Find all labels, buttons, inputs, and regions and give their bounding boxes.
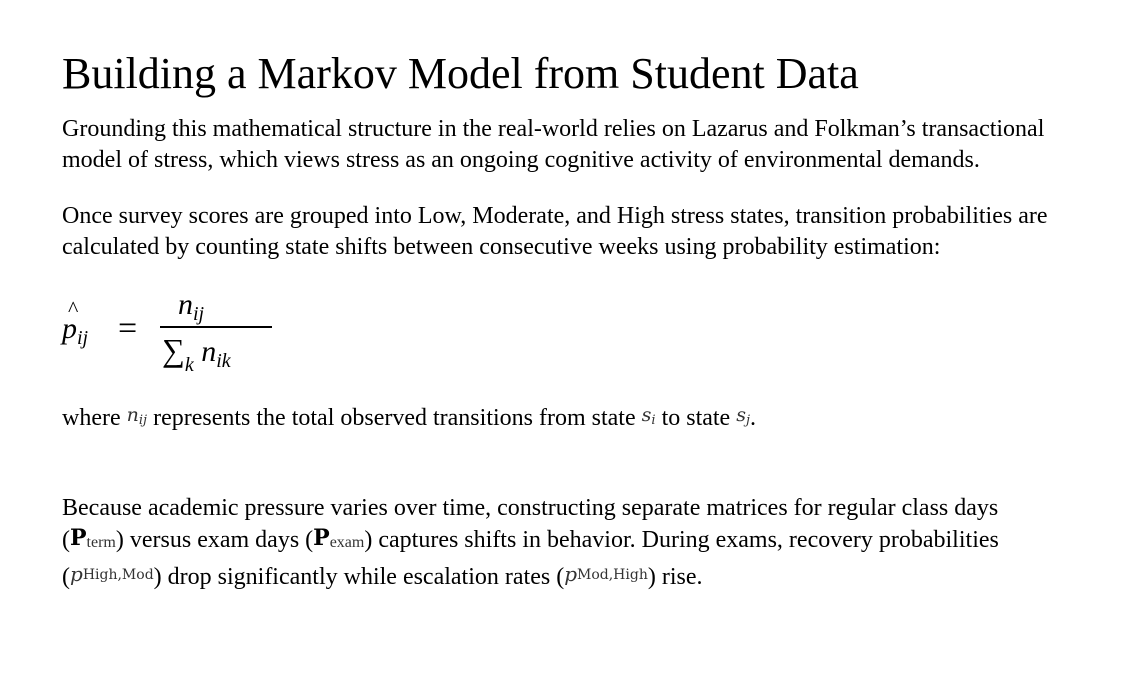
matrices-text-1: Because academic pressure varies over time, constructing separate matrices for regular class days ( — [62, 494, 999, 553]
math-p-mod-high-var: p — [564, 561, 577, 586]
where-text-2: represents the total observed transitions from state — [147, 405, 642, 431]
where-text-4: . — [750, 405, 757, 431]
sum-symbol: ∑ — [162, 332, 185, 368]
paragraph-intro: Grounding this mathematical structure in the real-world relies on Lazarus and Folkman’s transactional model of stress, which views stress as an ongoing cognitive activity of environmental demands. — [62, 116, 1045, 173]
formula-numerator — [160, 284, 272, 326]
math-si-var: s — [641, 404, 652, 426]
math-p-high-mod-sub: High,Mod — [82, 566, 154, 583]
where-text-3: to state — [655, 405, 737, 431]
formula-denominator — [160, 328, 272, 376]
math-p-mod-high-sub: Mod,High — [577, 566, 648, 583]
math-n-sub: ij — [138, 413, 148, 428]
where-text-1: where — [62, 405, 127, 431]
denominator-sub: ik — [216, 350, 231, 372]
math-P-term: P — [70, 525, 87, 551]
paragraph-where — [62, 400, 1062, 437]
math-P-term-sub: term — [86, 534, 116, 551]
formula-lhs-sub: ij — [77, 327, 89, 349]
numerator-sub: ij — [193, 303, 205, 325]
formula-fraction — [160, 284, 272, 376]
paragraph-matrices — [62, 493, 1062, 593]
matrices-text-4: ) drop significantly while escalation rates ( — [153, 563, 565, 590]
denominator-var: n — [201, 335, 217, 368]
math-s-j — [736, 404, 750, 426]
formula-lhs-var: p ^ — [62, 312, 77, 346]
probability-formula — [62, 284, 1062, 384]
paragraph-method: Once survey scores are grouped into Low, Moderate, and High stress states, transition probabilities are calculated by counting state shifts between consecutive weeks using probability estimation: — [62, 203, 1048, 260]
math-n-var: n — [126, 404, 139, 426]
numerator-var: n — [178, 288, 193, 321]
formula-equals: = — [118, 310, 138, 347]
matrices-text-2: ) versus exam days ( — [115, 527, 314, 553]
math-P-exam-sub: exam — [329, 534, 365, 551]
math-n-ij — [127, 404, 147, 426]
math-p-high-mod — [70, 562, 154, 586]
page-title: Building a Markov Model from Student Data — [62, 49, 859, 98]
math-sj-sub: j — [745, 413, 751, 428]
math-sj-var: s — [736, 404, 746, 426]
math-si-sub: i — [651, 413, 656, 428]
math-p-high-mod-var: p — [70, 561, 83, 586]
math-p-mod-high — [564, 562, 648, 586]
math-s-i — [642, 404, 656, 426]
document-page — [62, 48, 1062, 592]
sum-index: k — [184, 354, 194, 376]
matrices-text-3: ) captures shifts in behavior. During exams, recovery probabilities ( — [62, 527, 999, 590]
formula-lhs — [62, 312, 88, 350]
matrices-text-5: ) rise. — [647, 563, 703, 590]
math-P-exam: P — [313, 525, 330, 551]
